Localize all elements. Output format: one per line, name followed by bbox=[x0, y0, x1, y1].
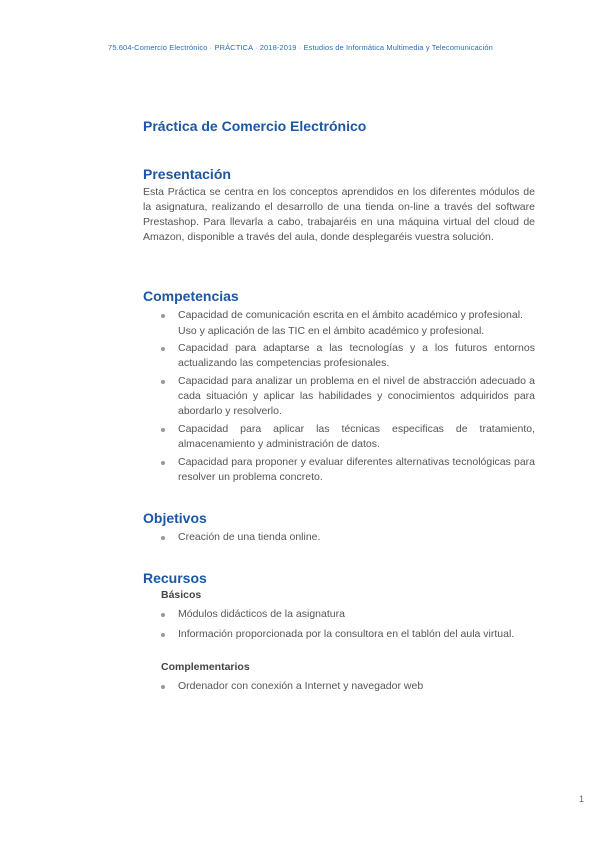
page-header: 75.604-Comercio Electrónico · PRÁCTICA · 2018-2019 · Estudios de Informática Multimedia y Telecomunicación bbox=[108, 43, 493, 52]
bullet-icon bbox=[161, 633, 165, 637]
complementarios-heading: Complementarios bbox=[161, 661, 250, 673]
presentacion-text: Esta Práctica se centra en los conceptos aprendidos en los diferentes módulos de la asignatura, realizando el desarrollo de una tienda on-line a través del software Prestashop. Para llevarla a cabo, trabajaréis en una máquina virtual del cloud de Amazon, disponible a través del aula, donde desplegaréis vuestra solución. bbox=[143, 186, 535, 243]
header-year: 2018-2019 bbox=[259, 43, 297, 52]
basicos-heading: Básicos bbox=[161, 589, 202, 601]
objetivos-list bbox=[143, 530, 535, 545]
basicos-list bbox=[143, 607, 535, 642]
list-item: Capacidad de comunicación escrita en el ámbito académico y profesional. bbox=[143, 308, 535, 323]
list-item: Capacidad para proponer y evaluar diferentes alternativas tecnológicas para resolver un problema concreto. bbox=[143, 455, 535, 485]
page-number: 1 bbox=[578, 794, 584, 804]
bullet-icon bbox=[161, 428, 165, 432]
header-estudios: Estudios de Informática Multimedia y Telecomunicación bbox=[303, 43, 493, 52]
list-item: Uso y aplicación de las TIC en el ámbito académico y profesional. bbox=[178, 325, 485, 337]
bullet-icon bbox=[161, 536, 165, 540]
bullet-icon bbox=[161, 347, 165, 351]
complementarios-list bbox=[143, 679, 535, 694]
header-course: 75.604-Comercio Electrónico bbox=[108, 43, 208, 52]
list-item: Capacidad para adaptarse a las tecnologías y a los futuros entornos actualizando las competencias profesionales. bbox=[143, 341, 535, 371]
bullet-icon bbox=[161, 314, 165, 318]
list-item: Capacidad para analizar un problema en el nivel de abstracción adecuado a cada situación y aplicar las habilidades y conocimientos adquiridos para abordarlo y resolverlo. bbox=[143, 374, 535, 419]
page-title: Práctica de Comercio Electrónico bbox=[143, 118, 367, 134]
document-body bbox=[143, 118, 535, 694]
competencias-list bbox=[143, 308, 535, 485]
bullet-icon bbox=[161, 685, 165, 689]
list-item: Módulos didácticos de la asignatura bbox=[143, 607, 535, 622]
bullet-icon bbox=[161, 613, 165, 617]
list-item: Capacidad para aplicar las técnicas especificas de tratamiento, almacenamiento y administración de datos. bbox=[143, 422, 535, 452]
header-practica: PRÁCTICA bbox=[214, 43, 253, 52]
bullet-icon bbox=[161, 380, 165, 384]
competencias-heading: Competencias bbox=[143, 288, 239, 304]
list-item: Información proporcionada por la consultora en el tablón del aula virtual. bbox=[143, 627, 535, 642]
recursos-heading: Recursos bbox=[143, 570, 207, 586]
presentacion-heading: Presentación bbox=[143, 166, 231, 182]
list-item: Creación de una tienda online. bbox=[143, 530, 535, 545]
bullet-icon bbox=[161, 461, 165, 465]
objetivos-heading: Objetivos bbox=[143, 510, 207, 526]
list-item: Ordenador con conexión a Internet y navegador web bbox=[143, 679, 535, 694]
